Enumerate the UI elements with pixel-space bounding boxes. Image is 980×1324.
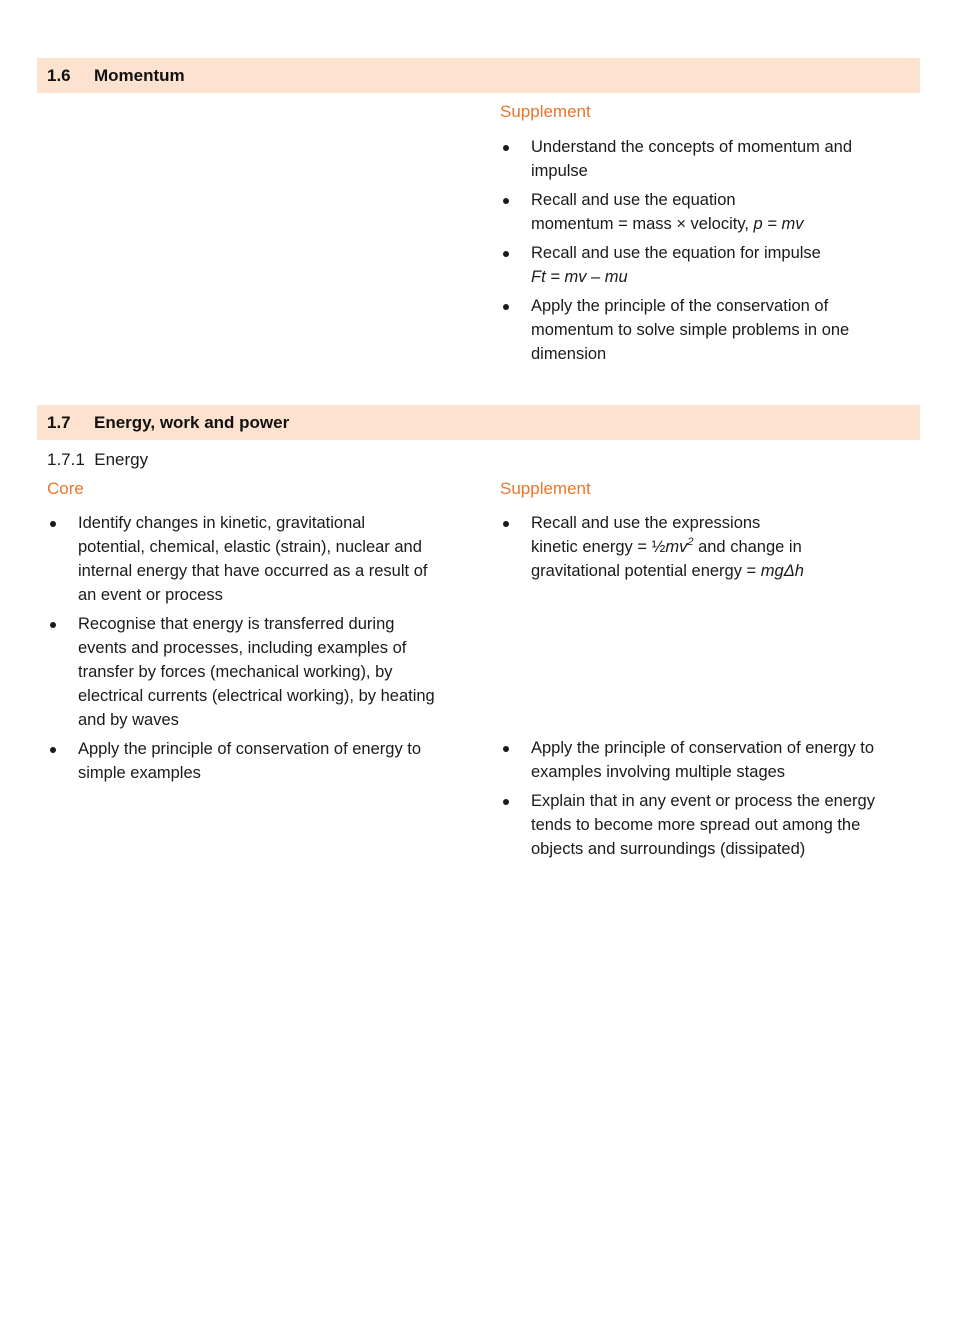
energy-supplement-list-b <box>500 736 920 866</box>
list-item: Recall and use the equation for impulse Ft = mv – mu <box>500 241 910 289</box>
supplement-heading: Supplement <box>500 479 591 498</box>
momentum-supplement-list <box>500 135 910 371</box>
list-item: Recall and use the equation momentum = mass × velocity, p = mv <box>500 188 910 236</box>
list-item: Apply the principle of the conservation of momentum to solve simple problems in one dimension <box>500 294 910 366</box>
energy-core-list <box>47 511 477 790</box>
subsection-heading: 1.7.1 Energy <box>47 450 149 469</box>
section-header-energy-work-power <box>37 405 920 440</box>
list-item: Recognise that energy is transferred during events and processes, including examples of transfer by forces (mechanical working), by electrical currents (electrical working), by heating and by waves <box>47 612 477 732</box>
section-header-momentum <box>37 58 920 93</box>
list-item: Recall and use the expressions kinetic energy = $\frac{1}{2}mv^2$ and change in gravitational potential energy = mgΔh <box>500 511 920 583</box>
energy-supplement-list-a <box>500 511 920 588</box>
section-title: Energy, work and power <box>94 412 290 432</box>
list-item: Apply the principle of conservation of energy to examples involving multiple stages <box>500 736 920 784</box>
section-number: 1.6 <box>47 65 71 85</box>
list-item: Explain that in any event or process the energy tends to become more spread out among the objects and surroundings (dissipated) <box>500 789 920 861</box>
section-title: Momentum <box>94 65 185 85</box>
supplement-heading: Supplement <box>500 102 591 121</box>
list-item: Apply the principle of conservation of energy to simple examples <box>47 737 477 785</box>
core-heading: Core <box>47 479 84 498</box>
list-item: Understand the concepts of momentum and impulse <box>500 135 910 183</box>
section-number: 1.7 <box>47 412 71 432</box>
list-item: Identify changes in kinetic, gravitational potential, chemical, elastic (strain), nuclear and internal energy that have occurred as a result of an event or process <box>47 511 477 607</box>
